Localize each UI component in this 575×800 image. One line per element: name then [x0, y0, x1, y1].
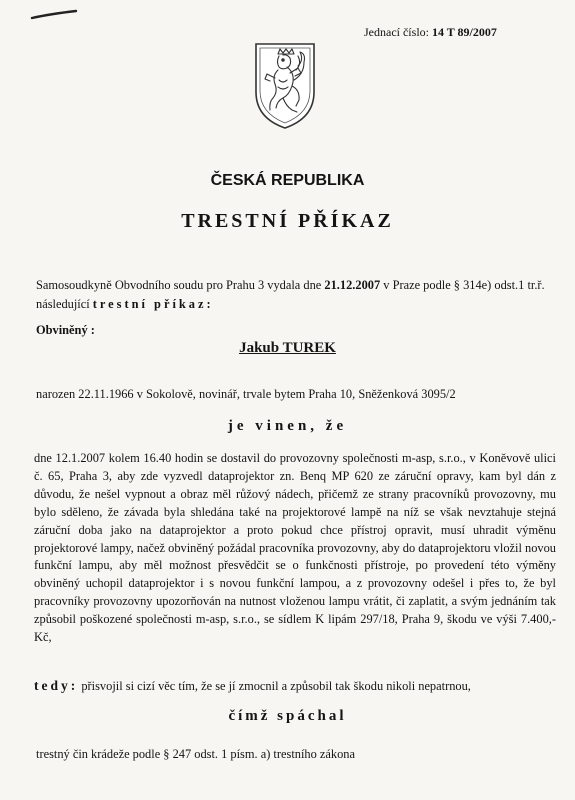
reference-number: [364, 25, 497, 40]
scan-mark-line: [30, 9, 80, 21]
document-title: TRESTNÍ PŘÍKAZ: [181, 210, 394, 232]
facts-paragraph: dne 12.1.2007 kolem 16.40 hodin se dostavil do provozovny společnosti m-asp, s.r.o., v Koněvově ulici č. 65, Praha 3, aby zde vyzvedl dataprojektor zn. Benq MP 620 ze záruční opravy, kam byl dán z důvodu, že nešel vypnout a obraz měl růžový nádech, přičemž ze strany pracovníků provozovny, mu bylo sděleno, že závada byla shledána také na projektorové lampě na níž se však nevztahuje stejná záruční doba jako na dataprojektor a proto pokud chce přístroj opravit, musí uhradit výměnu projektorové lampy, načež obviněný požádal pracovníka provozovny, aby do dataprojektoru vložil novou funkční lampu, aby měl možnost přesvědčit se o funkčnosti přístroje, po provedení této výměny obviněný uchopil dataprojektor i s novou funkční lampou, a z provozovny odešel i přes to, že byl pracovníky provozovny upozorňován na nutnost vloženou lampu vrátit, či zaplatit, a svým jednáním tak způsobil poškozené společnosti m-asp, s.r.o., se sídlem K lipám 297/18, Praha 9, škodu ve výši 7.400,- Kč,: [34, 451, 556, 645]
intro-paragraph: [36, 276, 556, 313]
crime-statement: trestný čin krádeže podle § 247 odst. 1 písm. a) trestního zákona: [36, 747, 355, 761]
accused-details: narozen 22.11.1966 v Sokolově, novinář, trvale bytem Praha 10, Sněženková 3095/2: [36, 387, 456, 401]
committed-heading: čímž spáchal: [228, 708, 347, 724]
order-word: trestní příkaz:: [92, 296, 214, 311]
accused-label: Obviněný :: [36, 323, 95, 337]
accused-name: Jakub TUREK: [239, 340, 336, 356]
reference-value: 14 T 89/2007: [431, 25, 497, 39]
reference-label: Jednací číslo:: [364, 25, 429, 39]
therefore-text: přisvojil si cizí věc tím, že se jí zmocnil a způsobil tak škodu nikoli nepatrnou,: [78, 679, 471, 693]
guilty-heading: je vinen, že: [227, 418, 348, 434]
issue-date: 21.12.2007: [324, 278, 381, 292]
czech-lion-coat-of-arms-icon: [252, 40, 318, 130]
therefore-paragraph: [34, 677, 471, 696]
therefore-label: tedy:: [34, 678, 79, 693]
country-heading: ČESKÁ REPUBLIKA: [210, 172, 365, 189]
intro-text-start: Samosoudkyně Obvodního soudu pro Prahu 3 vydala dne: [36, 278, 325, 292]
intro-text-end: v Praze podle § 314e) odst.1 tr.ř. následující: [36, 278, 545, 311]
